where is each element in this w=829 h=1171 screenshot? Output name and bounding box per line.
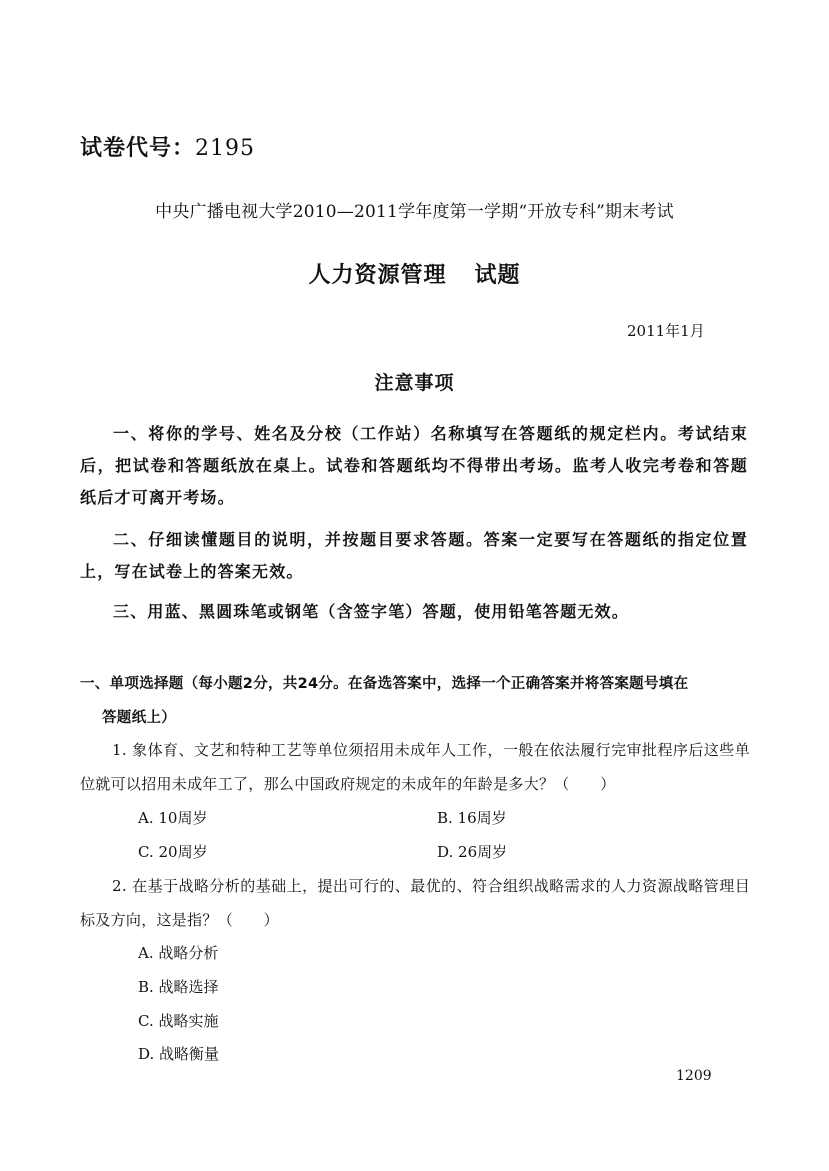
notice-heading: 注意事项 bbox=[374, 372, 455, 394]
notice-item-1: 一、将你的学号、姓名及分校（工作站）名称填写在答题纸的规定栏内。考试结束后，把试卷和答题纸放在桌上。试卷和答题纸均不得带出考场。监考人收完考卷和答题纸后才可离开考场。 bbox=[80, 424, 748, 507]
question-1-option-c: C. 20周岁 bbox=[138, 843, 208, 861]
page-number: 1209 bbox=[676, 1068, 712, 1084]
section-heading-line2: 答题纸上） bbox=[102, 710, 176, 726]
section-heading-line1: 一、单项选择题（每小题2分，共24分。在备选答案中，选择一个正确答案并将答案题号填在 bbox=[80, 676, 689, 692]
section-heading bbox=[80, 667, 750, 735]
question-1-text: 1. 象体育、文艺和特种工艺等单位须招用未成年人工作，一般在依法履行完审批程序后这些单位就可以招用未成年工了，那么中国政府规定的未成年的年龄是多大？（ ） bbox=[80, 741, 750, 793]
question-2-option-d: D. 战略衡量 bbox=[138, 1045, 220, 1063]
title-course: 人力资源管理 bbox=[308, 263, 447, 288]
question-2-option-b: B. 战略选择 bbox=[138, 978, 219, 996]
notice-item-3: 三、用蓝、黑圆珠笔或钢笔（含签字笔）答题，使用铅笔答题无效。 bbox=[113, 602, 630, 621]
question-2-option-c: C. 战略实施 bbox=[138, 1012, 219, 1030]
paper-code-number: 2195 bbox=[195, 136, 256, 161]
exam-subtitle: 中央广播电视大学2010—2011学年度第一学期“开放专科”期末考试 bbox=[155, 202, 674, 222]
paper-code-label: 试卷代号： bbox=[80, 136, 196, 161]
paper-code bbox=[80, 131, 255, 162]
question-1-option-d: D. 26周岁 bbox=[437, 843, 508, 861]
title-type: 试题 bbox=[474, 263, 521, 288]
question-2-text: 2. 在基于战略分析的基础上，提出可行的、最优的、符合组织战略需求的人力资源战略管理目标及方向，这是指？（ ） bbox=[80, 877, 750, 929]
question-2-option-a: A. 战略分析 bbox=[138, 944, 219, 962]
exam-date: 2011年1月 bbox=[627, 322, 705, 340]
question-1-option-a: A. 10周岁 bbox=[138, 809, 208, 827]
exam-title bbox=[0, 258, 829, 289]
question-1-option-b: B. 16周岁 bbox=[437, 809, 507, 827]
notice-item-2: 二、仔细读懂题目的说明，并按题目要求答题。答案一定要写在答题纸的指定位置上，写在试卷上的答案无效。 bbox=[80, 530, 748, 581]
